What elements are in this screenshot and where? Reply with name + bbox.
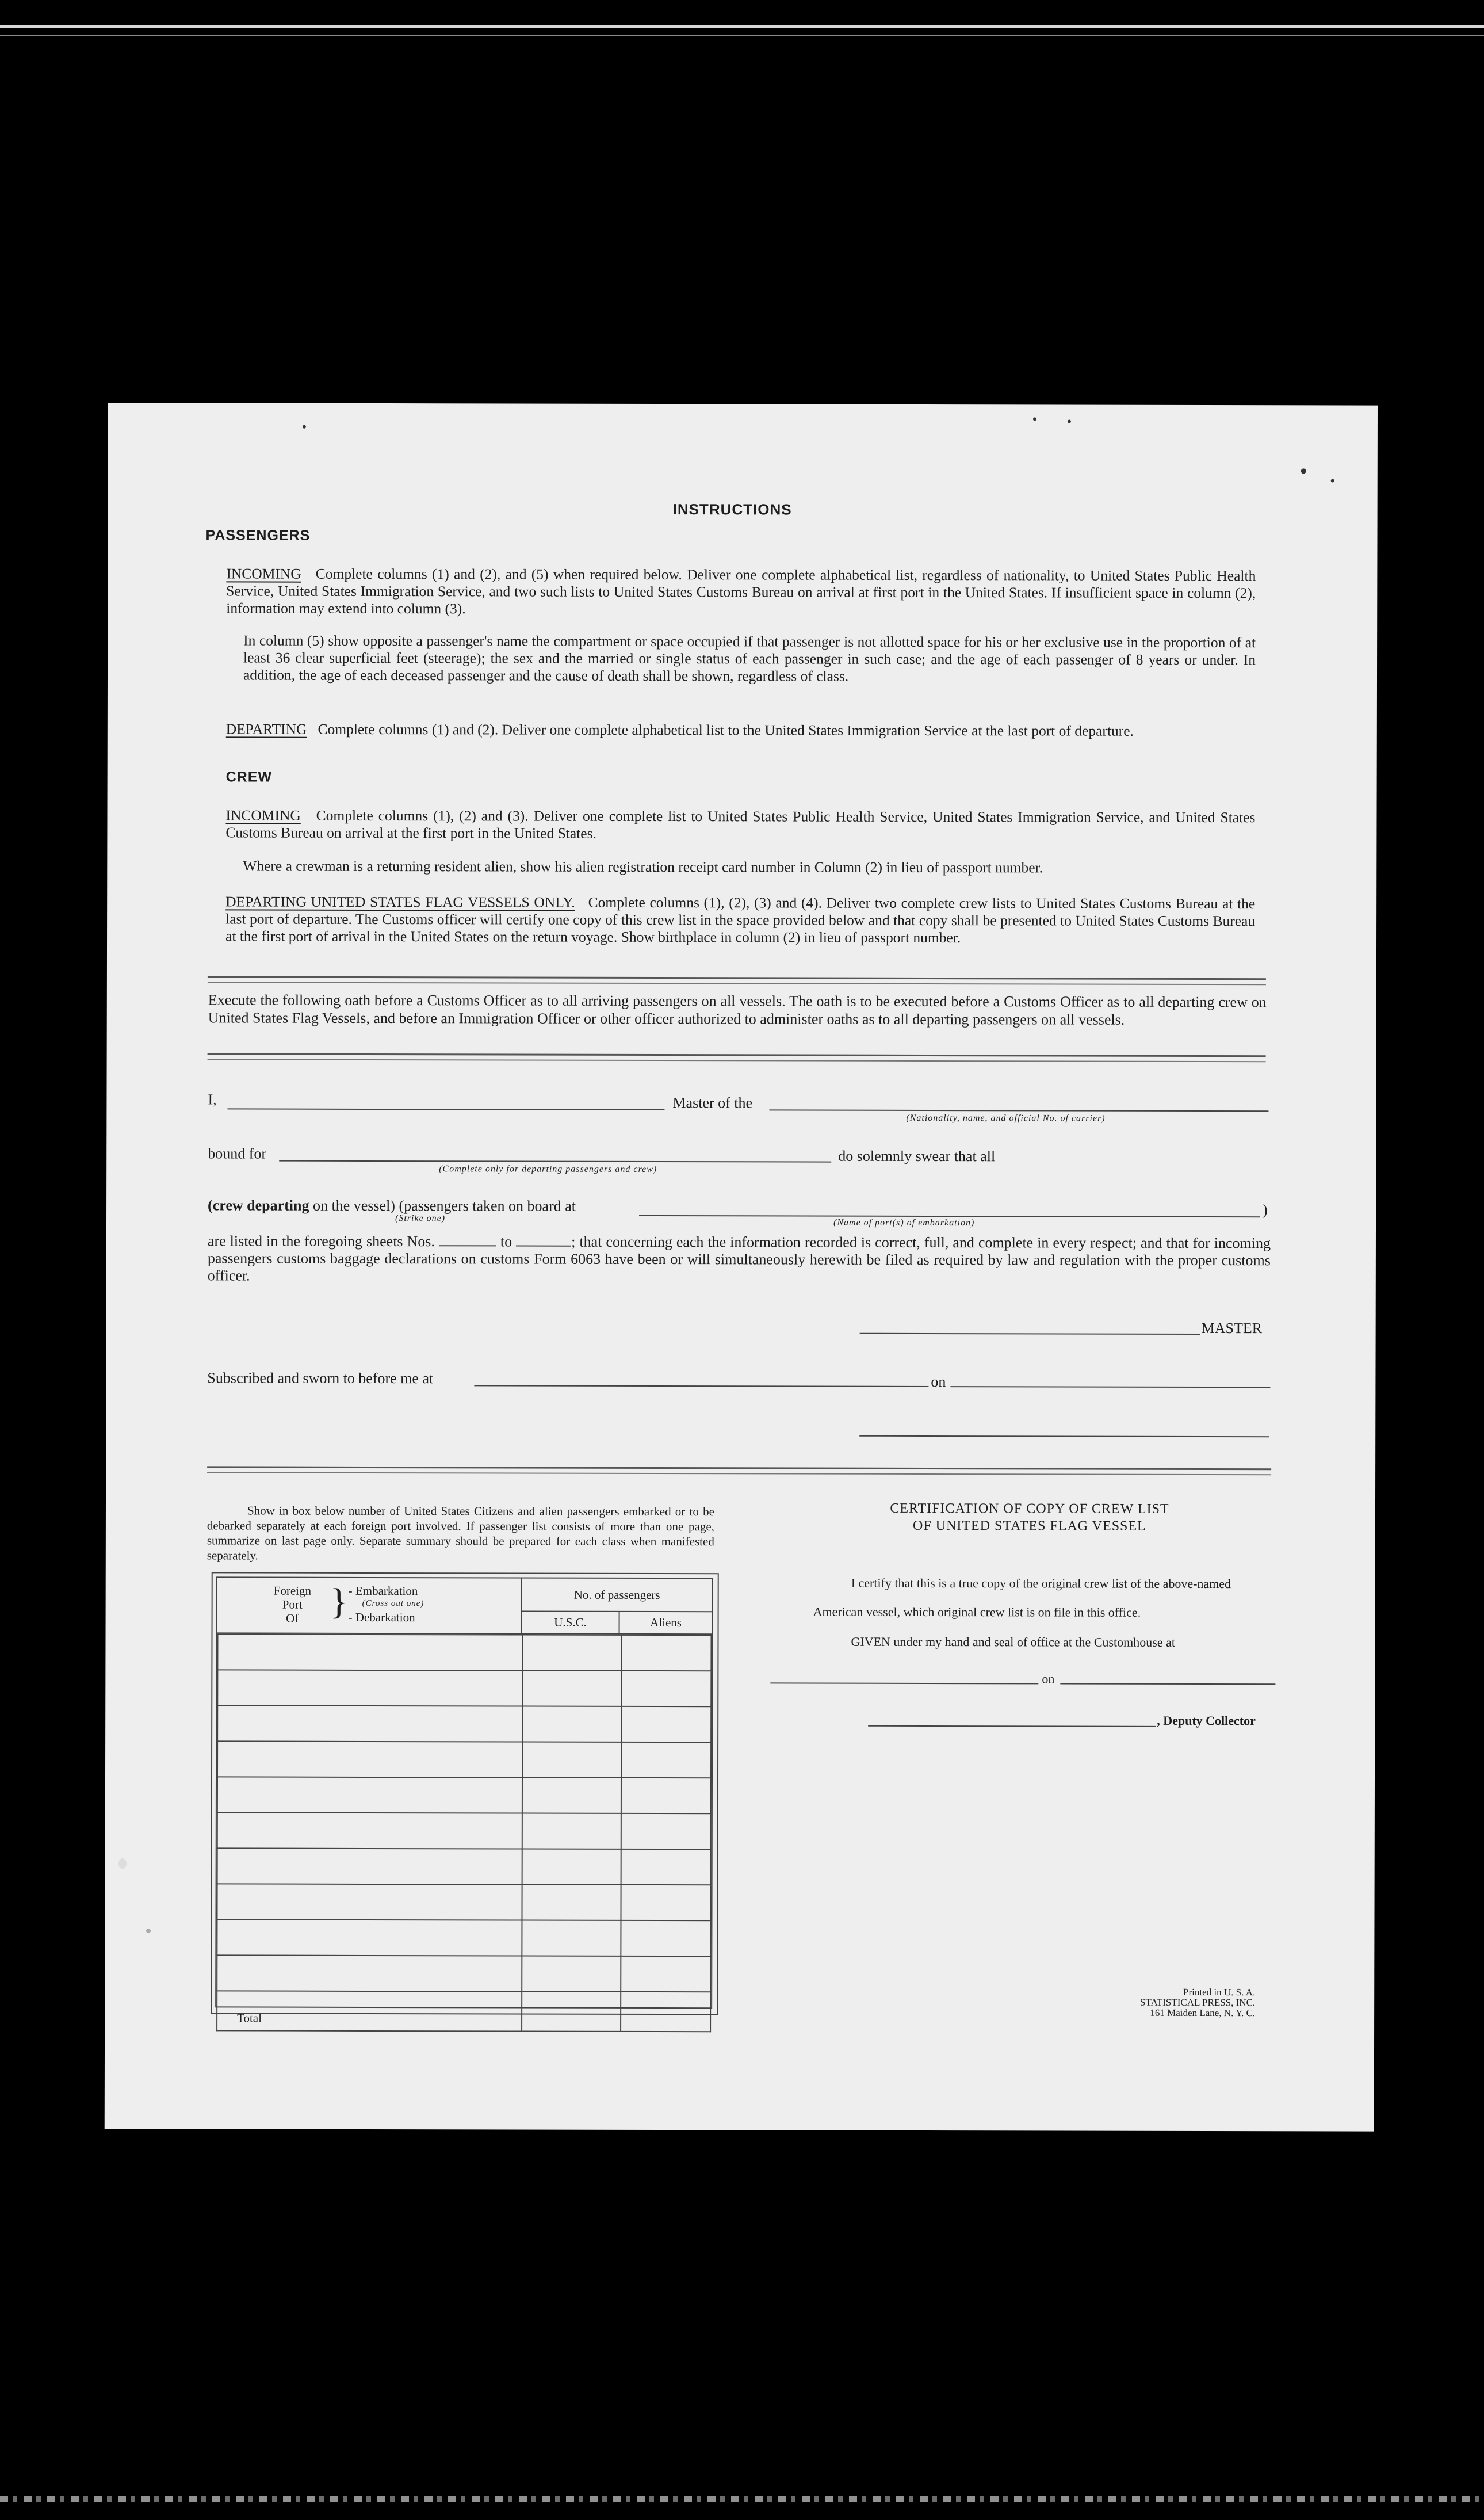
- foreign-port-of-label: [274, 1584, 311, 1625]
- cert-date-field[interactable]: [1060, 1683, 1275, 1685]
- sworn-on-label: on: [931, 1373, 946, 1391]
- cert-on-label: on: [1042, 1671, 1055, 1686]
- usc-cell[interactable]: [522, 1849, 621, 1885]
- port-word: Port: [282, 1597, 303, 1612]
- usc-cell[interactable]: [522, 1635, 621, 1671]
- crew-flag-paragraph: [225, 893, 1255, 947]
- passengers-incoming-label: INCOMING: [226, 565, 301, 582]
- table-row: [217, 1919, 710, 1956]
- aliens-cell[interactable]: [621, 1635, 711, 1671]
- certification-title-line1: CERTIFICATION OF COPY OF CREW LIST: [890, 1500, 1169, 1517]
- scan-edge-bottom: [0, 2496, 1484, 2502]
- scan-edge-top: [0, 25, 1484, 28]
- divider-2: [208, 1053, 1266, 1062]
- deputy-collector-label: , Deputy Collector: [1157, 1713, 1256, 1728]
- summary-box-inner: [215, 1576, 713, 2025]
- aliens-total-cell[interactable]: [621, 1992, 710, 2032]
- usc-cell[interactable]: [522, 1671, 621, 1706]
- deputy-signature-field[interactable]: [868, 1725, 1156, 1727]
- sheet-from-field[interactable]: [439, 1235, 496, 1246]
- carrier-hint: (Nationality, name, and official No. of carrier): [906, 1113, 1106, 1124]
- aliens-cell[interactable]: [621, 1956, 710, 1992]
- aliens-cell[interactable]: [621, 1706, 711, 1742]
- scan-edge-top-2: [0, 35, 1484, 36]
- crew-departing-text: (crew departing: [208, 1197, 309, 1214]
- usc-cell[interactable]: [522, 1778, 621, 1813]
- crew-incoming-label: INCOMING: [225, 807, 301, 824]
- officer-signature-field[interactable]: [859, 1435, 1269, 1437]
- brace-icon: }: [330, 1580, 348, 1622]
- usc-cell[interactable]: [522, 1706, 621, 1742]
- sheet-to-field[interactable]: [516, 1235, 571, 1246]
- bound-for-hint: (Complete only for departing passengers and crew): [439, 1164, 657, 1175]
- carrier-field[interactable]: [769, 1109, 1268, 1112]
- usc-cell[interactable]: [522, 1885, 621, 1920]
- aliens-cell[interactable]: [621, 1778, 711, 1813]
- port-cell[interactable]: [217, 1919, 522, 1956]
- port-cell[interactable]: [217, 1777, 522, 1813]
- master-label: MASTER: [1201, 1319, 1263, 1337]
- speck: [1301, 468, 1306, 474]
- port-cell[interactable]: [217, 1741, 522, 1777]
- total-row: [217, 1991, 710, 2032]
- printer-line-2: STATISTICAL PRESS, INC.: [1140, 1996, 1256, 2009]
- crew-incoming-paragraph: [225, 807, 1255, 843]
- passengers-taken-text: (passengers taken on board at: [399, 1197, 576, 1215]
- crew-flag-text: Complete columns (1), (2), (3) and (4). Deliver two complete crew lists to United States Customs Bureau at the last port of departure. The Customs officer will certify one copy of this crew list in the space provided below and that copy shall be presented to United States Customs Bureau at the first port of arrival in the United States on the return voyage. Show birthplace in column (2) in lieu of passport number.: [225, 894, 1256, 946]
- table-row: [217, 1812, 711, 1849]
- swear-text: do solemnly swear that all: [838, 1147, 996, 1165]
- crew-incoming-text: Complete columns (1), (2) and (3). Deliver one complete list to United States Public Health Service, United States Immigration Service, and United States Customs Bureau on arrival at the first port in the United States.: [225, 807, 1256, 842]
- aliens-cell[interactable]: [621, 1920, 710, 1956]
- bound-for-label: bound for: [208, 1145, 267, 1162]
- usc-cell[interactable]: [522, 1956, 621, 1992]
- cert-line-1: I certify that this is a true copy of the original crew list of the above-named: [851, 1575, 1231, 1591]
- sworn-place-field[interactable]: [474, 1385, 928, 1387]
- no-passengers-header: No. of passengers: [522, 1579, 712, 1613]
- speck: [1331, 479, 1334, 482]
- aliens-cell[interactable]: [621, 1671, 711, 1706]
- crew-flag-label: DEPARTING UNITED STATES FLAG VESSELS ONLY.: [225, 893, 575, 911]
- strike-one-hint: (Strike one): [395, 1213, 446, 1224]
- embarkation-label: - Embarkation: [348, 1583, 418, 1598]
- master-signature-field[interactable]: [860, 1333, 1200, 1335]
- of-word: Of: [286, 1611, 299, 1625]
- passengers-incoming-paragraph: [226, 565, 1256, 619]
- speck: [1068, 419, 1071, 423]
- port-cell[interactable]: [217, 1955, 522, 1991]
- port-cell[interactable]: [217, 1634, 522, 1670]
- usc-header: U.S.C.: [522, 1612, 620, 1635]
- usc-cell[interactable]: [522, 1742, 621, 1778]
- summary-instructions: Show in box below number of United States Citizens and alien passengers embarked or to be debarked separately at each foreign port involved. If passenger list consists of more than one page, summarize on last page only. Separate summary should be prepared for each class when manifested separately.: [206, 1503, 714, 1563]
- oath-notice: Execute the following oath before a Customs Officer as to all arriving passengers on all vessels. The oath is to be executed before a Customs Officer as to all departing crew on United States Flag Vessels, and before an Immigration Officer or other officer authorized to administer oaths as to all departing passengers on all vessels.: [208, 991, 1267, 1028]
- total-label: Total: [217, 1991, 522, 2031]
- edge-speck: [118, 1858, 127, 1869]
- foreign-word: Foreign: [273, 1583, 312, 1598]
- crew-resident-paragraph: Where a crewman is a returning resident alien, show his alien registration receipt card number in Column (2) in lieu of passport number.: [243, 857, 1043, 876]
- usc-total-cell[interactable]: [522, 1992, 621, 2032]
- port-header-cell: [217, 1578, 522, 1634]
- table-row: [217, 1777, 711, 1813]
- cert-line-2: American vessel, which original crew list is on file in this office.: [813, 1604, 1141, 1620]
- table-row: [217, 1705, 711, 1742]
- aliens-header: Aliens: [620, 1612, 712, 1635]
- passengers-heading: PASSENGERS: [205, 527, 311, 544]
- table-row: [217, 1955, 710, 1992]
- instructions-title: INSTRUCTIONS: [672, 501, 792, 518]
- listed-text-b: ; that concerning each the information recorded is correct, full, and complete in every respect; and that for incoming passengers customs baggage declarations on customs Form 6063 have been or will simultaneously herewith be filed as required by law and regulation with the proper customs officer.: [207, 1233, 1271, 1284]
- embarkation-port-field[interactable]: [639, 1215, 1260, 1217]
- cert-line-3: GIVEN under my hand and seal of office at the Customhouse at: [851, 1634, 1176, 1650]
- passengers-column5-paragraph: In column (5) show opposite a passenger's name the compartment or space occupied if that passenger is not allotted space for his or her exclusive use in the proportion of at least 36 clear superficial feet (steerage); the sex and the married or single status of each passenger in such case; and the age of each passenger of 8 years or under. In addition, the age of each deceased passenger and the cause of death shall be shown, regardless of class.: [243, 632, 1256, 685]
- close-paren: ): [1263, 1201, 1268, 1219]
- table-row: [217, 1884, 710, 1920]
- on-vessel-text: on the vessel): [312, 1197, 396, 1215]
- debarkation-label: - Debarkation: [348, 1610, 415, 1625]
- usc-cell[interactable]: [522, 1813, 621, 1849]
- form-page: [105, 403, 1378, 2132]
- oath-i-label: I,: [208, 1091, 217, 1108]
- bound-for-field[interactable]: [279, 1160, 831, 1163]
- passengers-departing-text: Complete columns (1) and (2). Deliver one complete alphabetical list to the United States Immigration Service at the last port of departure.: [318, 720, 1134, 739]
- passengers-incoming-text: Complete columns (1) and (2), and (5) when required below. Deliver one complete alphabetical list, regardless of nationality, to United States Public Health Service, United States Immigration Service, and two such lists to United States Customs Bureau on arrival at first port in the United States. If insufficient space in column (2), information may extend into column (3).: [226, 565, 1256, 617]
- table-row: [217, 1741, 711, 1778]
- passengers-departing-paragraph: [226, 720, 1256, 740]
- printer-line-3: 161 Maiden Lane, N. Y. C.: [1150, 2007, 1256, 2019]
- sworn-date-field[interactable]: [950, 1386, 1270, 1388]
- divider-3: [207, 1466, 1271, 1475]
- speck: [1033, 417, 1036, 421]
- port-hint: (Name of port(s) of embarkation): [833, 1217, 975, 1228]
- subscribed-label: Subscribed and sworn to before me at: [207, 1369, 434, 1387]
- port-cell[interactable]: [217, 1670, 522, 1706]
- aliens-cell[interactable]: [621, 1849, 711, 1885]
- listed-paragraph: [208, 1232, 1271, 1286]
- certification-title-line2: OF UNITED STATES FLAG VESSEL: [913, 1518, 1146, 1534]
- listed-text-a: are listed in the foregoing sheets Nos.: [207, 1232, 435, 1250]
- port-cell[interactable]: [217, 1884, 522, 1920]
- certification-title: [823, 1500, 1237, 1536]
- port-cell[interactable]: [217, 1848, 522, 1884]
- usc-cell[interactable]: [522, 1920, 621, 1956]
- divider-1: [208, 976, 1266, 985]
- table-row: [217, 1634, 711, 1671]
- crew-heading: CREW: [225, 769, 273, 785]
- master-name-field[interactable]: [227, 1108, 664, 1110]
- cross-out-hint: (Cross out one): [362, 1598, 424, 1609]
- master-of-label: Master of the: [672, 1094, 753, 1112]
- customhouse-field[interactable]: [770, 1682, 1038, 1684]
- aliens-cell[interactable]: [621, 1813, 711, 1849]
- printer-line-1: Printed in U. S. A.: [1183, 1986, 1256, 1998]
- listed-to-text: to: [500, 1233, 512, 1250]
- crew-passengers-line: [208, 1197, 576, 1215]
- passengers-departing-label: DEPARTING: [225, 720, 307, 738]
- summary-table: [216, 1633, 712, 2032]
- table-row: [217, 1670, 711, 1706]
- printer-imprint: [1083, 1987, 1255, 2019]
- aliens-cell[interactable]: [621, 1742, 711, 1778]
- aliens-cell[interactable]: [621, 1885, 710, 1920]
- port-cell[interactable]: [217, 1812, 522, 1849]
- table-row: [217, 1848, 711, 1885]
- speck: [303, 425, 306, 429]
- edge-speck: [146, 1929, 151, 1933]
- port-cell[interactable]: [217, 1705, 522, 1742]
